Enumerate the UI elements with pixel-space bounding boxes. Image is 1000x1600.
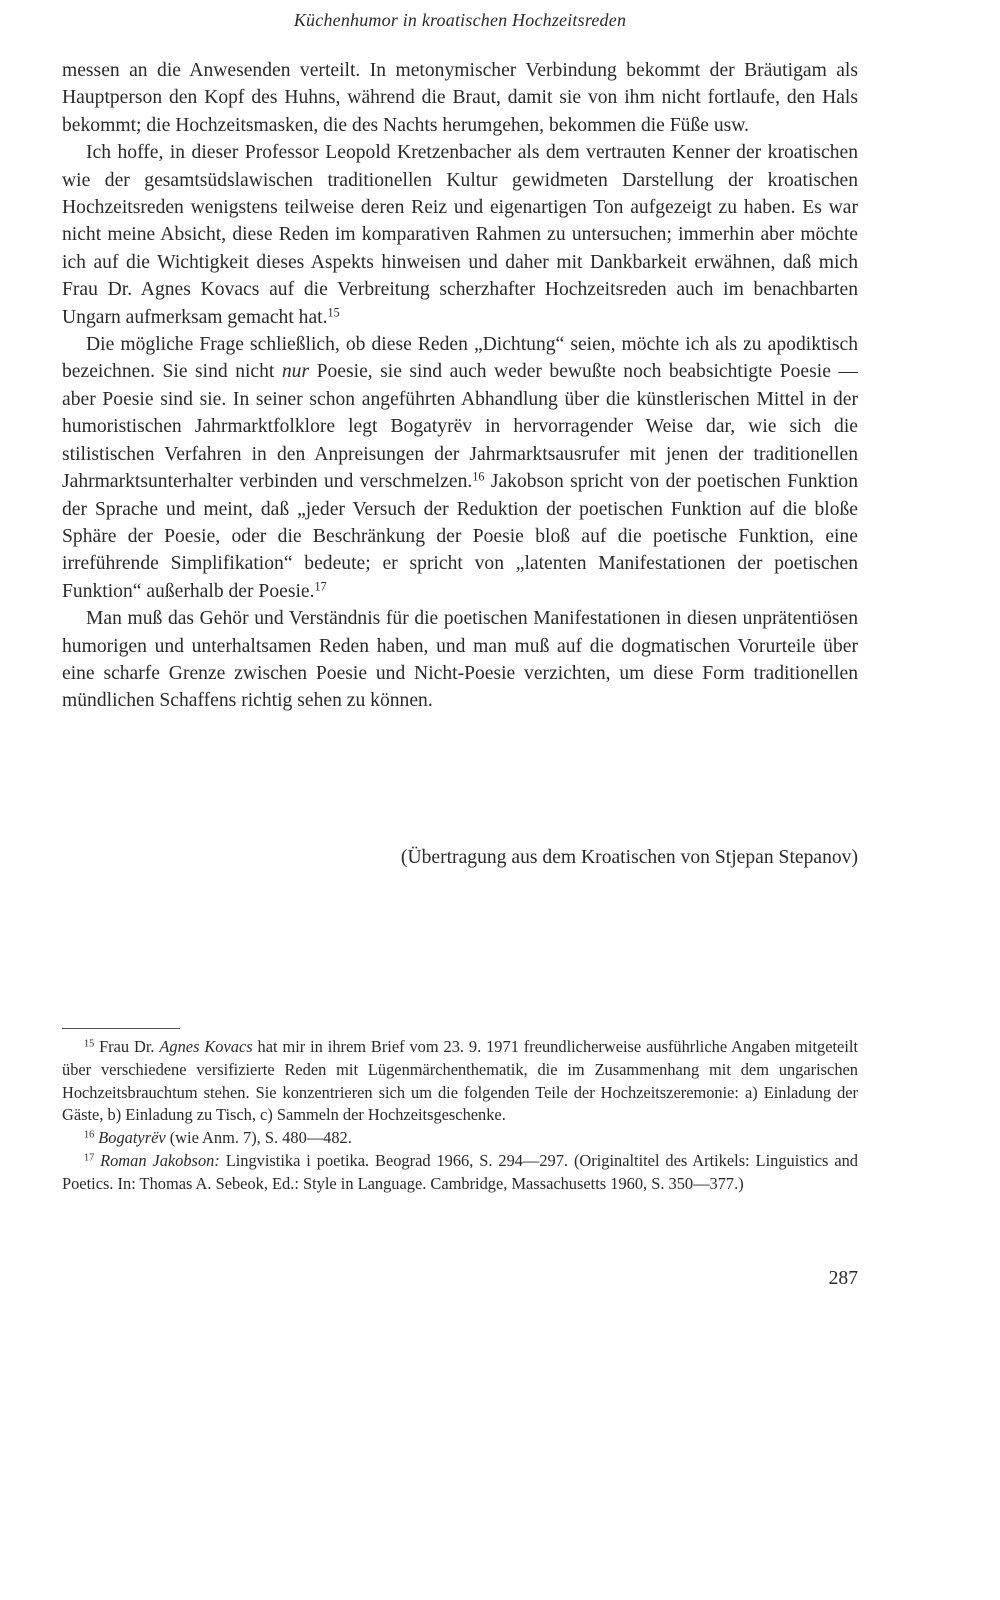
paragraph-1 [62,57,858,139]
footnote-17 [62,1150,858,1196]
footnote-15-text-a: Frau Dr. [99,1037,160,1056]
footnote-17-number: 17 [84,1152,95,1164]
footnote-15-emphasis: Agnes Kovacs [159,1037,253,1056]
running-head: Küchenhumor in kroatischen Hochzeitsreden [293,10,627,30]
paragraph-3-text-a: Die mögliche Frage schließlich, ob diese Reden „Dichtung“ seien, möchte ich als zu apodiktisch bezeichnen. Sie sind nicht [62,334,858,383]
paragraph-2-text: Ich hoffe, in dieser Professor Leopold Kretzenbacher als dem vertrauten Kenner der kroatischen wie der gesamtsüdslawischen traditionellen Kultur gewidmeten Darstellung der kroatischen Hochzeitsreden wenigstens teilweise deren Reiz und eigenartigen Ton aufgezeigt zu haben. Es war nicht meine Absicht, diese Reden im komparativen Rahmen zu untersuchen; immerhin aber möchte ich auf die Wichtigkeit dieses Aspekts hinweisen und daher mit Dankbarkeit erwähnen, daß mich Frau Dr. Agnes Kovacs auf die Verbreitung scherzhafter Hochzeitsreden auch im benachbarten Ungarn aufmerksam gemacht hat. [62,142,858,328]
footnotes [62,1036,858,1196]
paragraph-3-text-b: Poesie, sie sind auch weder bewußte noch beabsichtigte Poesie — aber Poesie sind sie. In seiner schon angeführten Abhandlung über die künstlerischen Mittel in der humoristischen Jahrmarktfolklore legt Bogatyrëv in hervorragender Weise dar, wie sich die stilistischen Verfahren in den Anpreisungen der Jahrmarktsausrufer mit jenen der traditionellen Jahrmarktsunterhalter verbinden und verschmelzen. [62,361,858,493]
footnote-16-text: (wie Anm. 7), S. 480—482. [165,1128,352,1148]
footnote-15-number: 15 [84,1038,95,1050]
main-text [62,57,858,715]
paragraph-4-text: Man muß das Gehör und Verständnis für die poetischen Manifestationen in diesen unprätentiösen humorigen und unterhaltsamen Reden haben, und man muß auf die dogmatischen Vorurteile über eine scharfe Grenze zwischen Poesie und Nicht-Poesie verzichten, um diese Form traditionellen mündlichen Schaffens richtig sehen zu können. [62,608,858,712]
footnote-15 [62,1036,858,1127]
footnote-ref-15[interactable]: 15 [327,304,340,319]
paragraph-3-text-c: Jakobson spricht von der poetischen Funktion der Sprache und meint, daß „jeder Versuch der Reduktion der poetischen Funktion auf die bloße Sphäre der Poesie, oder die Beschränkung der Poesie bloß auf die poetische Funktion, eine irreführende Simplifikation“ bedeute; er spricht von „latenten Manifestationen der poetischen Funktion“ außerhalb der Poesie. [62,471,858,602]
footnote-16-emphasis: Bogatyrëv [98,1128,166,1148]
footnote-divider [62,1028,180,1029]
paragraph-4 [62,605,858,715]
translator-credit: (Übertragung aus dem Kroatischen von Stjepan Stepanov) [400,847,858,868]
footnote-16-number: 16 [84,1129,95,1141]
footnote-ref-16[interactable]: 16 [472,469,485,484]
footnote-15-text-b: hat mir in ihrem Brief vom 23. 9. 1971 freundlicherweise ausführliche Angaben mitgeteilt über verschiedene versifizierte Reden mit Lügenmärchenthematik, die im Zusammenhang mit dem ungarischen Hochzeitsbrauchtum stehen. Sie konzentrieren sich um die folgenden Teile der Hochzeitszeremonie: a) Einladung der Gäste, b) Einladung zu Tisch, c) Sammeln der Hochzeitsgeschenke. [62,1037,858,1125]
paragraph-1-text: messen an die Anwesenden verteilt. In metonymischer Verbindung bekommt der Bräutigam als Hauptperson den Kopf des Huhns, während die Braut, damit sie von ihm nicht fortlaufe, den Hals bekommt; die Hochzeitsmasken, die des Nachts herumgehen, bekommen die Füße usw. [62,60,858,136]
footnote-ref-17[interactable]: 17 [314,579,327,594]
footnote-16 [62,1127,858,1150]
footnote-17-emphasis: Roman Jakobson: [100,1150,220,1170]
paragraph-2 [62,139,858,331]
paragraph-3 [62,331,858,605]
page-number: 287 [828,1268,858,1289]
paragraph-3-emphasis: nur [281,361,310,383]
footnote-17-text: Lingvistika i poetika. Beograd 1966, S. 294—297. (Originaltitel des Artikels: Linguistics and Poetics. In: Thomas A. Sebeok, Ed.: Style in Language. Cambridge, Massachusetts 1960, S. 350—377.) [62,1150,858,1193]
